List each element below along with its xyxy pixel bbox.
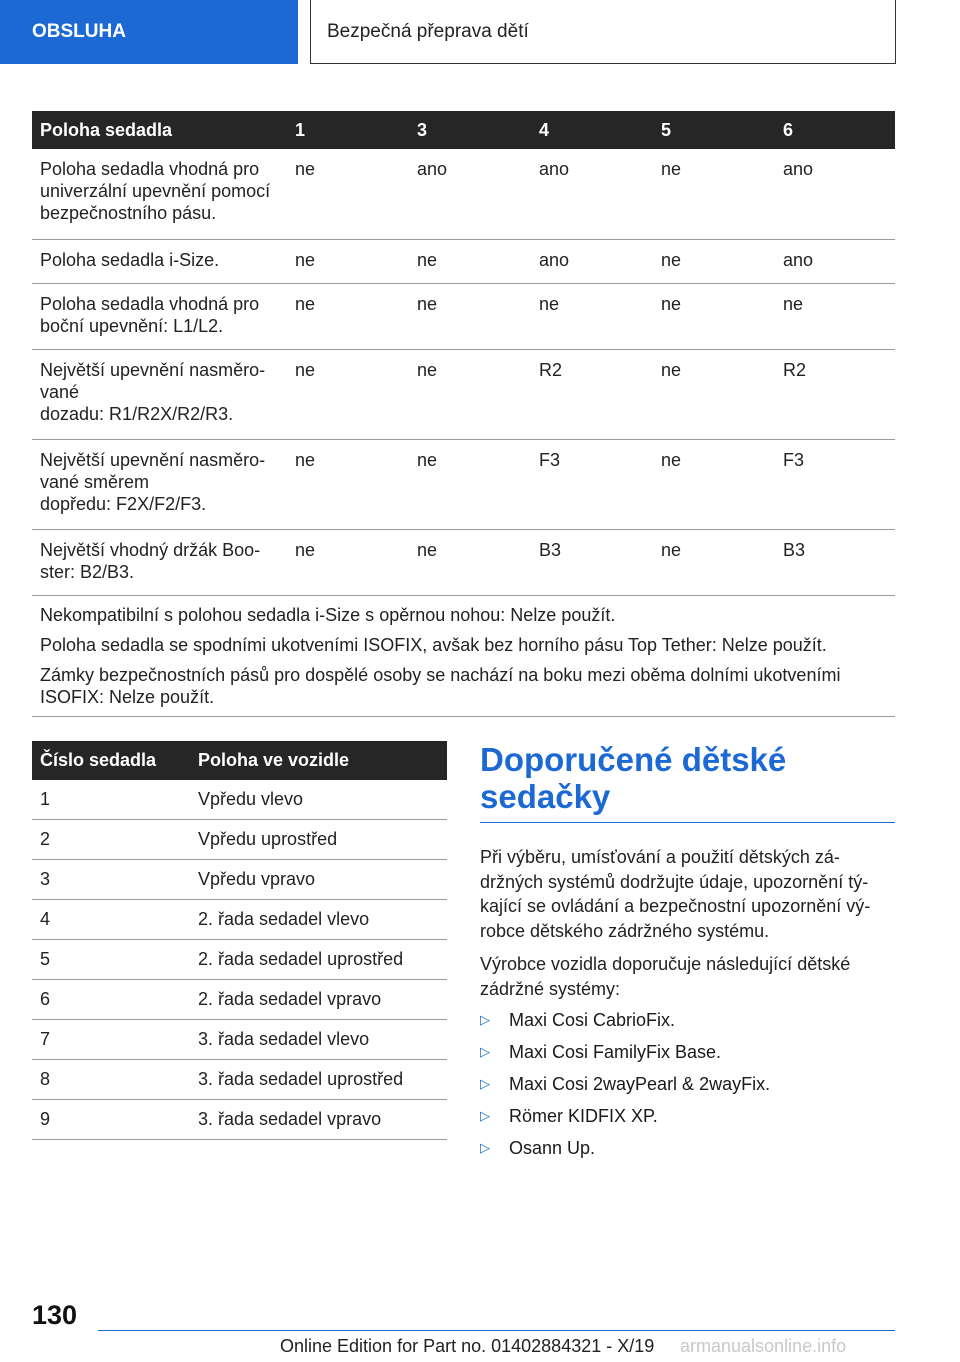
table-cell: ne [775, 283, 895, 349]
column-header: Poloha sedadla [32, 111, 287, 149]
list-item [480, 1072, 895, 1096]
watermark: armanualsonline.info [680, 1336, 847, 1356]
triangle-bullet-icon: ▷ [480, 1108, 490, 1123]
list-item [480, 1104, 895, 1128]
table-row [32, 439, 895, 529]
list-item [480, 1136, 895, 1160]
table-cell: ne [287, 283, 409, 349]
table-row [32, 529, 895, 595]
table-header-row [32, 741, 447, 780]
table-row [32, 860, 447, 900]
table-header-row [32, 111, 895, 149]
footer-divider [98, 1330, 895, 1331]
seat-number: 2 [32, 820, 190, 860]
seat-location: 3. řada sedadel vlevo [190, 1020, 447, 1060]
table-row [32, 283, 895, 349]
table-note: Nekompatibilní s polohou sedadla i-Size s opěrnou nohou: Nelze použít. [40, 604, 616, 625]
seat-number-table [32, 741, 447, 1140]
column-header: 3 [409, 111, 531, 149]
list-item-label: Maxi Cosi FamilyFix Base. [509, 1042, 722, 1062]
row-label: Poloha sedadla vhodná pro univerzální upevnění pomocí bezpečnostního pásu. [32, 149, 287, 239]
table-row [32, 149, 895, 239]
table-cell: ano [409, 149, 531, 239]
table-cell: ano [531, 149, 653, 239]
seat-location: 2. řada sedadel vlevo [190, 900, 447, 940]
table-cell: ne [653, 439, 775, 529]
list-item-label: Osann Up. [509, 1138, 596, 1158]
table-cell: ne [653, 239, 775, 283]
intro-paragraph: Při výběru, umísťování a použití dětských zá-držných systémů dodržujte údaje, upozornění tý-kající se ovládání a bezpečnostní upozornění vý-robce dětského zádržného systému. [480, 847, 871, 941]
table-row [32, 980, 447, 1020]
column-header: 5 [653, 111, 775, 149]
column-header: 1 [287, 111, 409, 149]
column-header: 4 [531, 111, 653, 149]
seat-location: Vpředu vpravo [190, 860, 447, 900]
triangle-bullet-icon: ▷ [480, 1012, 490, 1027]
seat-location: 2. řada sedadel vpravo [190, 980, 447, 1020]
table-cell: ne [653, 529, 775, 595]
column-header: Poloha ve vozidle [190, 741, 447, 780]
row-label: Největší upevnění nasměro-vané dozadu: R1/R2X/R2/R3. [32, 349, 287, 439]
table-note: Zámky bezpečnostních pásů pro dospělé osoby se nachází na boku mezi oběma dolními ukotveními ISOFIX: Nelze použít. [40, 664, 841, 707]
seat-location: 3. řada sedadel uprostřed [190, 1060, 447, 1100]
column-header: Číslo sedadla [32, 741, 190, 780]
table-cell: ne [409, 349, 531, 439]
list-item [480, 1008, 895, 1032]
table-row [32, 1100, 447, 1140]
section-label: OBSLUHA [32, 21, 126, 42]
list-item [480, 1040, 895, 1064]
table-row [32, 820, 447, 860]
seat-position-table [32, 111, 895, 717]
table-cell: R2 [531, 349, 653, 439]
table-cell: ne [287, 239, 409, 283]
table-row [32, 1020, 447, 1060]
table-cell: B3 [775, 529, 895, 595]
seat-number: 8 [32, 1060, 190, 1100]
table-cell: F3 [531, 439, 653, 529]
table-cell: ne [409, 239, 531, 283]
table-cell: ano [531, 239, 653, 283]
list-item-label: Römer KIDFIX XP. [509, 1106, 658, 1126]
seat-location: Vpředu vlevo [190, 780, 447, 820]
seat-number: 7 [32, 1020, 190, 1060]
table-cell: ano [775, 149, 895, 239]
page-number: 130 [32, 1300, 78, 1330]
list-item-label: Maxi Cosi CabrioFix. [509, 1010, 676, 1030]
table-cell: ne [287, 439, 409, 529]
table-row [32, 1060, 447, 1100]
table-notes-row [32, 595, 895, 716]
table-row [32, 349, 895, 439]
recommended-list [480, 1008, 895, 1160]
table-row [32, 940, 447, 980]
row-label: Poloha sedadla vhodná pro boční upevnění: L1/L2. [32, 283, 287, 349]
lead-paragraph: Výrobce vozidla doporučuje následující dětské zádržné systémy: [480, 954, 851, 999]
column-header: 6 [775, 111, 895, 149]
seat-number: 4 [32, 900, 190, 940]
seat-location: Vpředu uprostřed [190, 820, 447, 860]
seat-number: 6 [32, 980, 190, 1020]
table-cell: ne [287, 149, 409, 239]
table-cell: ne [409, 283, 531, 349]
table-cell: ne [653, 283, 775, 349]
seat-number: 3 [32, 860, 190, 900]
table-cell: ne [653, 349, 775, 439]
seat-number: 5 [32, 940, 190, 980]
table-cell: ne [287, 349, 409, 439]
row-label: Největší vhodný držák Boo-ster: B2/B3. [32, 529, 287, 595]
table-row [32, 900, 447, 940]
seat-number: 1 [32, 780, 190, 820]
chapter-title: Bezpečná přeprava dětí [327, 20, 529, 42]
table-row [32, 780, 447, 820]
section-heading: Doporučené dětské sedačky [480, 741, 895, 823]
seat-location: 3. řada sedadel vpravo [190, 1100, 447, 1140]
row-label: Poloha sedadla i-Size. [32, 239, 287, 283]
table-cell: ne [409, 439, 531, 529]
table-cell: F3 [775, 439, 895, 529]
recommended-seats-section [480, 741, 895, 1168]
table-cell: ne [653, 149, 775, 239]
triangle-bullet-icon: ▷ [480, 1076, 490, 1091]
triangle-bullet-icon: ▷ [480, 1140, 490, 1155]
table-cell: B3 [531, 529, 653, 595]
table-cell: ne [531, 283, 653, 349]
table-cell: ano [775, 239, 895, 283]
section-tab [0, 0, 298, 64]
row-label: Největší upevnění nasměro-vané směrem dopředu: F2X/F2/F3. [32, 439, 287, 529]
triangle-bullet-icon: ▷ [480, 1044, 490, 1059]
table-notes [32, 595, 895, 716]
seat-location: 2. řada sedadel uprostřed [190, 940, 447, 980]
table-cell: ne [409, 529, 531, 595]
chapter-title-box [310, 0, 896, 64]
edition-note: Online Edition for Part no. 01402884321 - X/19 [280, 1336, 655, 1356]
table-cell: R2 [775, 349, 895, 439]
table-note: Poloha sedadla se spodními ukotveními ISOFIX, avšak bez horního pásu Top Tether: Nelze použít. [40, 634, 827, 655]
seat-number: 9 [32, 1100, 190, 1140]
table-row [32, 239, 895, 283]
list-item-label: Maxi Cosi 2wayPearl & 2wayFix. [509, 1074, 771, 1094]
table-cell: ne [287, 529, 409, 595]
